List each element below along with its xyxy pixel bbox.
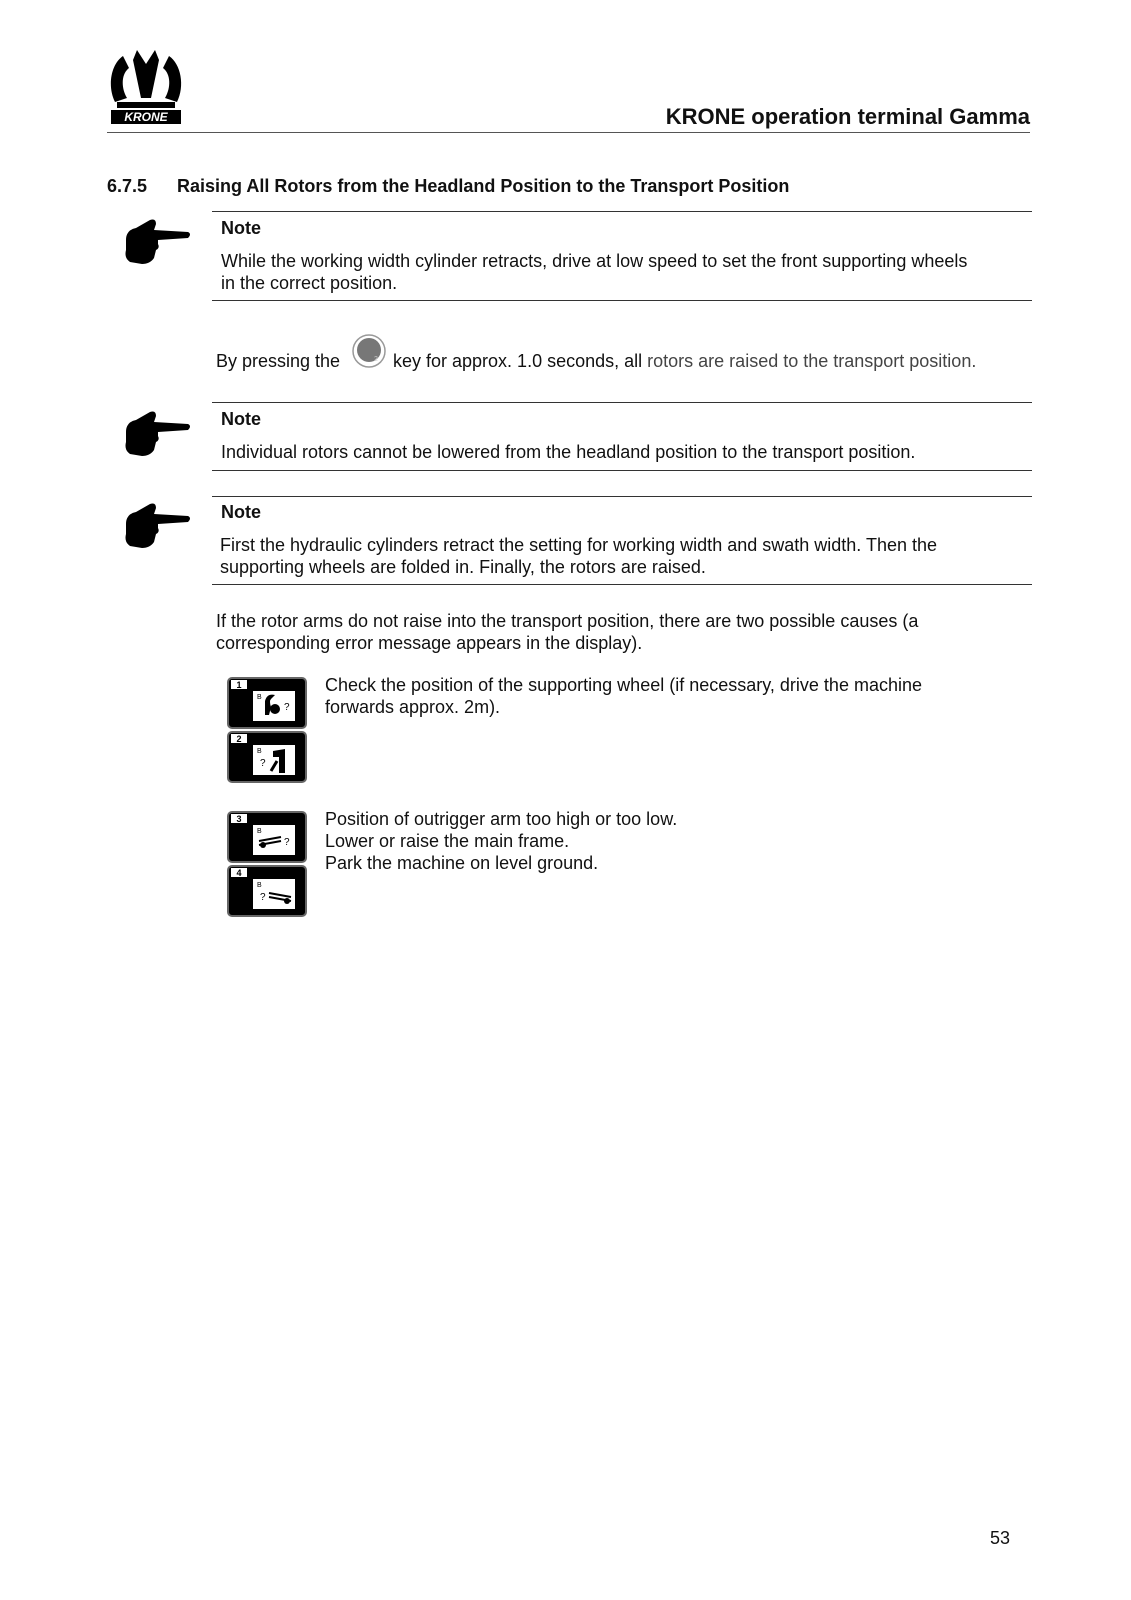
- pointing-hand-icon: [124, 410, 192, 458]
- note-text-line: in the correct position.: [221, 273, 398, 293]
- header-title: KRONE operation terminal Gamma: [665, 104, 1030, 129]
- note-text-line: Individual rotors cannot be lowered from the headland position to the transport position.: [221, 442, 916, 462]
- svg-text:2: 2: [236, 734, 242, 744]
- page-number: 53: [990, 1528, 1011, 1548]
- causes-intro-line: If the rotor arms do not raise into the transport position, there are two possible causes (a: [216, 611, 919, 631]
- svg-text:2: 2: [374, 356, 378, 363]
- krone-logo: [107, 46, 185, 128]
- note-bottom-rule: [212, 300, 1032, 301]
- section-number: 6.7.5: [107, 176, 148, 196]
- cause-text: [325, 674, 922, 718]
- svg-text:4: 4: [236, 868, 242, 878]
- svg-text:B: B: [257, 694, 262, 701]
- instruction-before: By pressing the: [216, 351, 341, 371]
- instruction-after-gray: rotors are raised to the transport position.: [647, 351, 977, 371]
- svg-text:?: ?: [284, 837, 290, 848]
- note-bottom-rule: [212, 470, 1032, 471]
- error-display-4: [227, 865, 307, 917]
- note-text: [220, 534, 937, 578]
- note-top-rule: [212, 496, 1032, 497]
- section-title: Raising All Rotors from the Headland Position to the Transport Position: [177, 176, 790, 196]
- cause-text-line: Check the position of the supporting wheel (if necessary, drive the machine: [325, 675, 922, 695]
- note-text-line: First the hydraulic cylinders retract the setting for working width and swath width. Then the: [220, 535, 938, 555]
- header-divider: [107, 132, 1030, 133]
- cause-text-line: Position of outrigger arm too high or too low.: [325, 809, 678, 829]
- note-text-line: While the working width cylinder retracts, drive at low speed to set the front supporting wheels: [221, 251, 968, 271]
- svg-text:?: ?: [260, 892, 266, 903]
- pointing-hand-icon: [124, 218, 192, 266]
- logo-text: KRONE: [124, 110, 168, 124]
- svg-text:B: B: [257, 882, 262, 889]
- cause-text: [325, 808, 677, 874]
- causes-intro-line: corresponding error message appears in the display).: [216, 633, 643, 653]
- svg-text:B: B: [257, 748, 262, 755]
- svg-text:3: 3: [236, 814, 242, 824]
- section-heading: [107, 176, 789, 197]
- note-bottom-rule: [212, 584, 1032, 585]
- cause-text-line: Park the machine on level ground.: [325, 853, 599, 873]
- note-text-line: supporting wheels are folded in. Finally, the rotors are raised.: [220, 557, 706, 577]
- key-2-icon: [352, 334, 386, 368]
- instruction-after-text: key for approx. 1.0 seconds, all: [393, 351, 643, 371]
- note-label: Note: [221, 502, 261, 522]
- error-display-1: [227, 677, 307, 729]
- svg-text:B: B: [257, 828, 262, 835]
- instruction-after: [393, 350, 976, 372]
- svg-text:?: ?: [260, 758, 266, 769]
- note-top-rule: [212, 211, 1032, 212]
- causes-intro: [216, 610, 918, 654]
- svg-text:1: 1: [236, 680, 242, 690]
- cause-text-line: Lower or raise the main frame.: [325, 831, 570, 851]
- note-text: [221, 441, 915, 463]
- note-label: Note: [221, 218, 261, 238]
- note-top-rule: [212, 402, 1032, 403]
- svg-text:?: ?: [284, 702, 290, 713]
- cause-text-line: forwards approx. 2m).: [325, 697, 501, 717]
- error-display-2: [227, 731, 307, 783]
- note-label: Note: [221, 409, 261, 429]
- pointing-hand-icon: [124, 502, 192, 550]
- error-display-3: [227, 811, 307, 863]
- note-text: [221, 250, 967, 294]
